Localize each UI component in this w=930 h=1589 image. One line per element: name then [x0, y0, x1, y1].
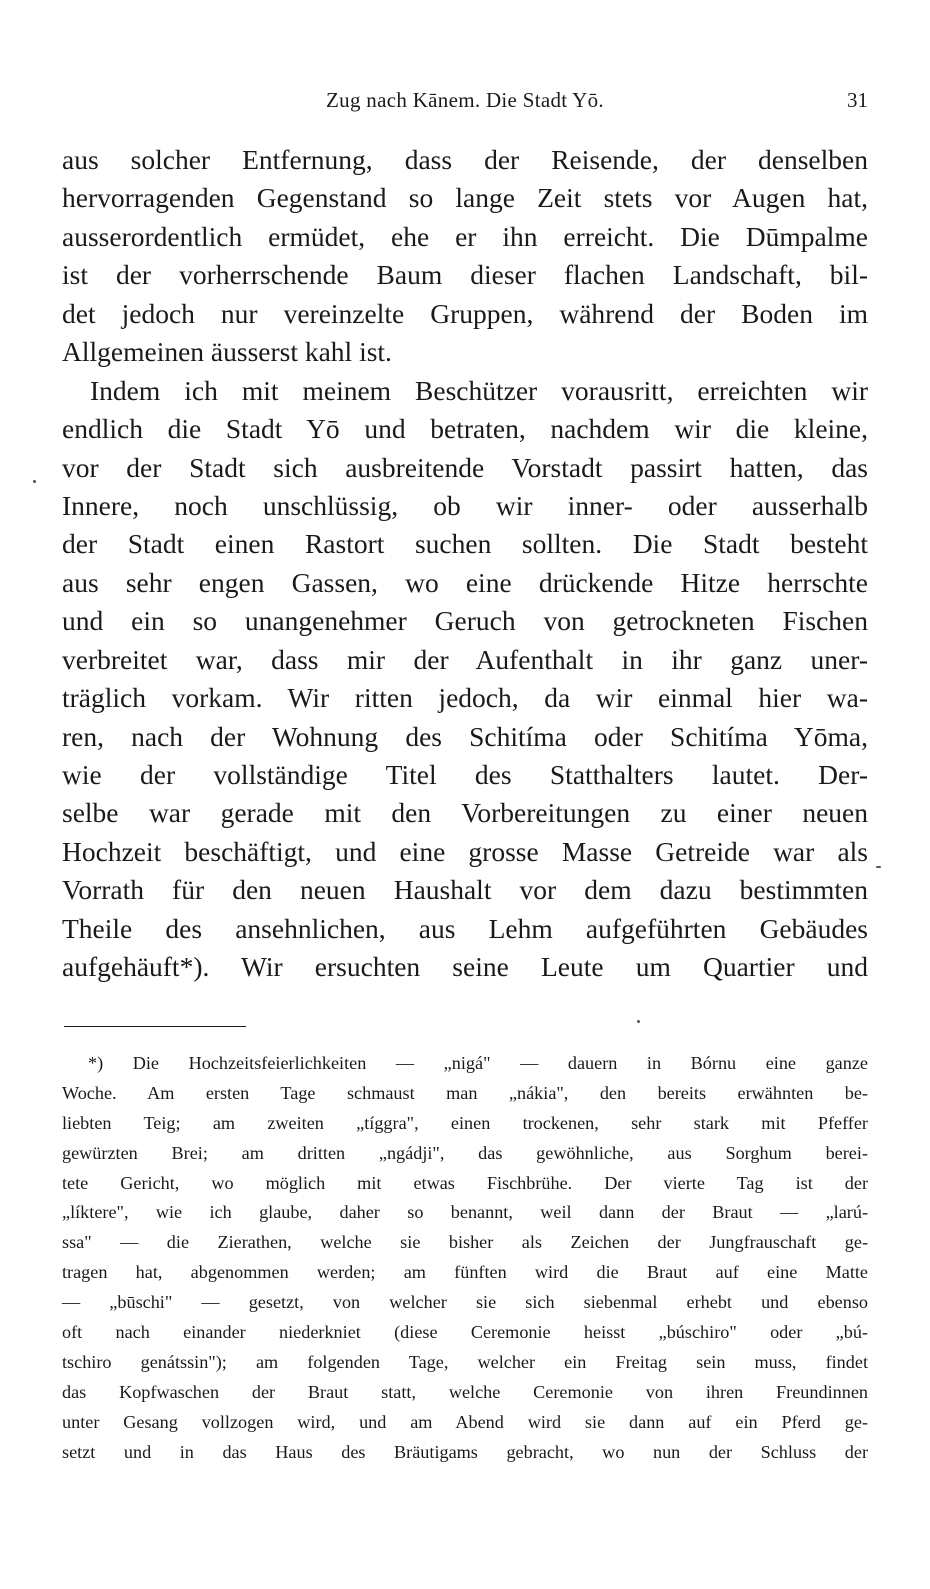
body-line: wie der vollständige Titel des Statthalters lautet. Der- [62, 759, 868, 790]
body-line: der Stadt einen Rastort suchen sollten. Die Stadt besteht [62, 528, 868, 560]
body-text [62, 141, 868, 987]
body-line: aufgehäuft*). Wir ersuchten seine Leute um Quartier und [62, 951, 868, 983]
footnote-line: gewürzten Brei; am dritten „ngádji", das gewöhnliche, aus Sorghum berei- [62, 1142, 868, 1163]
footnote-line: tschiro genátssin"); am folgenden Tage, welcher ein Freitag sein muss, findet [62, 1351, 868, 1372]
footnote-line: unter Gesang vollzogen wird, und am Abend wird sie dann auf ein Pferd ge- [62, 1411, 868, 1432]
footnote-line: liebten Teig; am zweiten „tíggra", einen trockenen, sehr stark mit Pfeffer [62, 1112, 868, 1133]
body-line: ist der vorherrschende Baum dieser flachen Landschaft, bil- [62, 259, 868, 291]
footnote-line: *) Die Hochzeitsfeierlichkeiten — „nigá" — dauern in Bórnu eine ganze [88, 1053, 868, 1073]
body-line: Hochzeit beschäftigt, und eine grosse Masse Getreide war als [62, 835, 868, 867]
footnote-line: oft nach einander niederkniet (diese Ceremonie heisst „búschiro" oder „bú- [62, 1322, 868, 1343]
body-line: aus sehr engen Gassen, wo eine drückende Hitze herrschte [62, 566, 868, 598]
footnote-line: ssa" — die Zierathen, welche sie bisher als Zeichen der Jungfrauschaft ge- [62, 1232, 868, 1253]
body-line: endlich die Stadt Yō und betraten, nachdem wir die kleine, [62, 413, 868, 445]
body-line: aus solcher Entfernung, dass der Reisende, der denselben [62, 144, 868, 175]
body-line: Theile des ansehnlichen, aus Lehm aufgeführten Gebäudes [62, 912, 868, 944]
scan-speck [33, 480, 36, 483]
body-line: Innere, noch unschlüssig, ob wir inner- oder ausserhalb [62, 489, 868, 521]
body-line: Indem ich mit meinem Beschützer vorausritt, erreichten wir [90, 374, 868, 406]
body-line: ausserordentlich ermüdet, ehe er ihn erreicht. Die Dūmpalme [62, 220, 868, 252]
footnote-separator [64, 1026, 246, 1027]
footnote-line: — „būschi" — gesetzt, von welcher sie sich siebenmal erhebt und ebenso [62, 1292, 868, 1313]
body-line: verbreitet war, dass mir der Aufenthalt in ihr ganz uner- [62, 643, 868, 675]
footnote [62, 1049, 868, 1467]
body-line: Vorrath für den neuen Haushalt vor dem dazu bestimmten [62, 874, 868, 906]
body-line: träglich vorkam. Wir ritten jedoch, da wir einmal hier wa- [62, 682, 868, 714]
footnote-line: setzt und in das Haus des Bräutigams gebracht, wo nun der Schluss der [62, 1441, 868, 1462]
footnote-line: tragen hat, abgenommen werden; am fünften wird die Braut auf eine Matte [62, 1262, 868, 1283]
page-header [62, 88, 868, 122]
body-line: ren, nach der Wohnung des Schitíma oder Schitíma Yōma, [62, 720, 868, 752]
body-line: selbe war gerade mit den Vorbereitungen zu einer neuen [62, 797, 868, 829]
footnote-line: „líktere", wie ich glaube, daher so benannt, weil dann der Braut — „larú- [62, 1202, 868, 1223]
body-line: hervorragenden Gegenstand so lange Zeit stets vor Augen hat, [62, 182, 868, 214]
scan-speck [637, 1020, 640, 1023]
running-title: Zug nach Kānem. Die Stadt Yō. [326, 88, 604, 112]
body-line: det jedoch nur vereinzelte Gruppen, während der Boden im [62, 297, 868, 329]
footnote-line: das Kopfwaschen der Braut statt, welche Ceremonie von ihren Freundinnen [62, 1381, 868, 1402]
scan-speck [876, 866, 881, 868]
footnote-line: Woche. Am ersten Tage schmaust man „nákia", den bereits erwähnten be- [62, 1082, 868, 1103]
body-line: vor der Stadt sich ausbreitende Vorstadt passirt hatten, das [62, 451, 868, 483]
footnote-line: tete Gericht, wo möglich mit etwas Fischbrühe. Der vierte Tag ist der [62, 1172, 868, 1193]
page-number: 31 [847, 88, 868, 112]
body-line: und ein so unangenehmer Geruch von getrockneten Fischen [62, 605, 868, 637]
body-line: Allgemeinen äusserst kahl ist. [62, 336, 392, 368]
